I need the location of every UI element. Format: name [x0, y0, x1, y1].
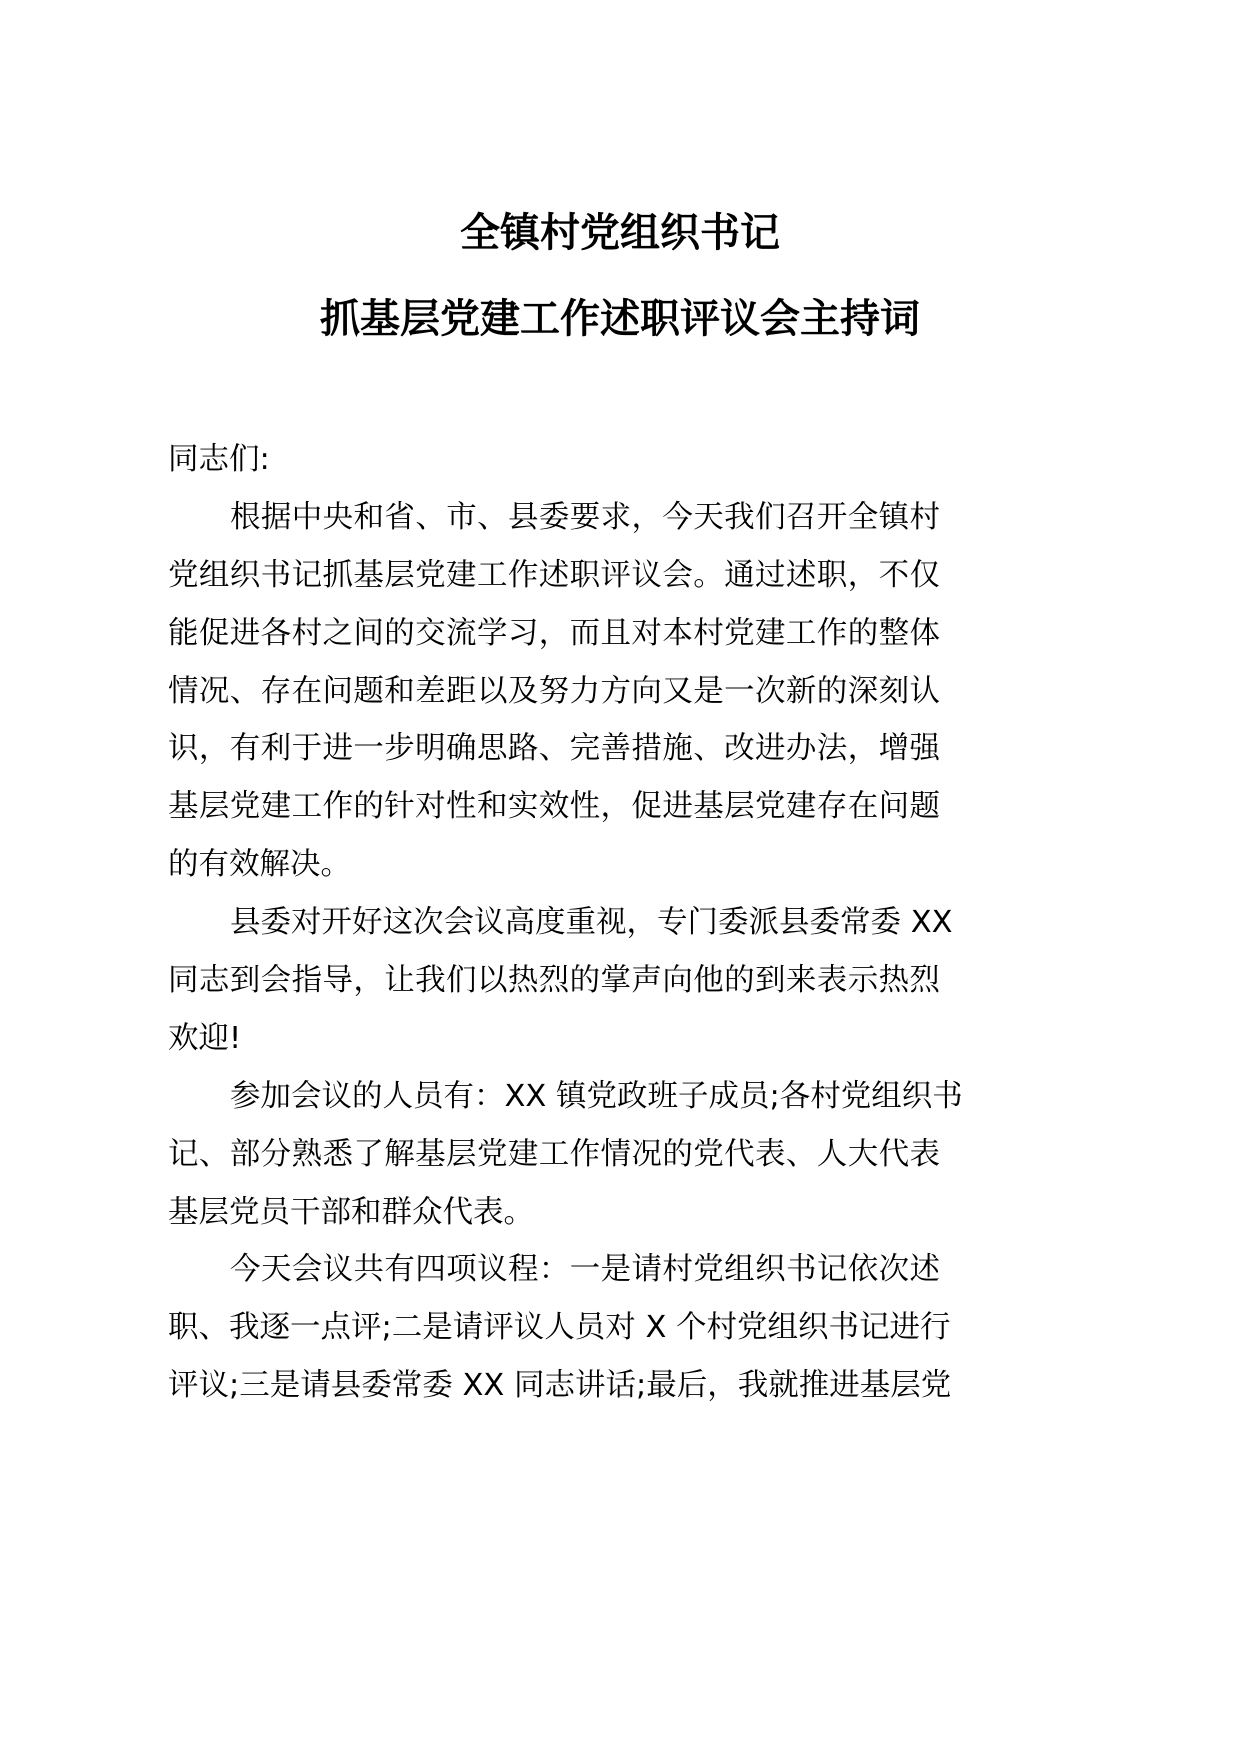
paragraph-line: 的有效解决。 [168, 847, 351, 883]
document-body [168, 431, 963, 1415]
paragraph-line: 同志到会指导，让我们以热烈的掌声向他的到来表示热烈 [168, 963, 940, 999]
paragraph-line: 记、部分熟悉了解基层党建工作情况的党代表、人大代表 [168, 1136, 940, 1172]
paragraph-line: 情况、存在问题和差距以及努力方向又是一次新的深刻认 [168, 673, 940, 709]
document-title-line-1: 全镇村党组织书记 [460, 210, 780, 256]
paragraph-line: 能促进各村之间的交流学习，而且对本村党建工作的整体 [168, 615, 940, 651]
paragraph-line: 识，有利于进一步明确思路、完善措施、改进办法，增强 [168, 731, 940, 767]
paragraph-line: 职、我逐一点评;二是请评议人员对 X 个村党组织书记进行 [168, 1310, 951, 1346]
paragraph-line: 评议;三是请县委常委 XX 同志讲话;最后，我就推进基层党 [168, 1368, 952, 1404]
document-title-line-2: 抓基层党建工作述职评议会主持词 [320, 296, 920, 342]
paragraph-line: 根据中央和省、市、县委要求，今天我们召开全镇村 [230, 499, 940, 535]
paragraph-line: 今天会议共有四项议程：一是请村党组织书记依次述 [230, 1252, 940, 1288]
paragraph-line: 参加会议的人员有：XX 镇党政班子成员;各村党组织书 [230, 1078, 963, 1114]
paragraph-line: 基层党建工作的针对性和实效性，促进基层党建存在问题 [168, 789, 940, 825]
paragraph-line: 县委对开好这次会议高度重视，专门委派县委常委 XX [230, 905, 953, 941]
paragraph-line: 党组织书记抓基层党建工作述职评议会。通过述职，不仅 [168, 557, 940, 593]
paragraph-line: 欢迎! [168, 1020, 242, 1056]
salutation: 同志们: [168, 442, 270, 477]
paragraph-line: 基层党员干部和群众代表。 [168, 1194, 534, 1230]
